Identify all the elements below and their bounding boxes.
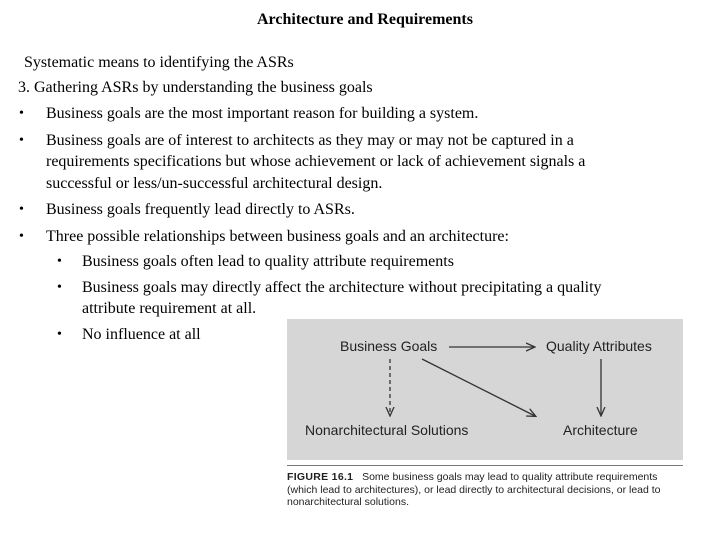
bullet-marker: •: [19, 133, 24, 148]
sub-bullet-marker: •: [57, 254, 62, 269]
bullet-marker: •: [19, 202, 24, 217]
node-quality-attributes: Quality Attributes: [546, 338, 652, 354]
caption-line: Some business goals may lead to quality attribute requirements: [362, 471, 658, 483]
node-business-goals: Business Goals: [340, 338, 438, 354]
bullet-marker: •: [19, 229, 24, 244]
caption-line: nonarchitectural solutions.: [287, 496, 409, 508]
figure-diagram: [287, 319, 683, 460]
bullet-item-continued: requirements specifications but whose achievement or lack of achievement signals a: [46, 153, 586, 170]
bullet-item: Business goals frequently lead directly to ASRs.: [46, 201, 355, 218]
bullet-marker: •: [19, 106, 24, 121]
sub-bullet-marker: •: [57, 327, 62, 342]
node-nonarchitectural-solutions: Nonarchitectural Solutions: [305, 422, 469, 438]
bullet-item: Three possible relationships between business goals and an architecture:: [46, 228, 509, 245]
slide-title: Architecture and Requirements: [257, 11, 473, 28]
bullet-item: Business goals are of interest to architects as they may or may not be captured in a: [46, 132, 574, 149]
bullet-item-continued: successful or less/un-successful architectural design.: [46, 175, 383, 192]
intro-line: Systematic means to identifying the ASRs: [24, 54, 294, 71]
bullet-item: Business goals are the most important reason for building a system.: [46, 105, 479, 122]
arrow-goals-to-architecture: [422, 359, 535, 416]
caption-label: FIGURE 16.1: [287, 471, 354, 483]
node-architecture: Architecture: [563, 422, 638, 438]
sub-bullet-item: Business goals may directly affect the architecture without precipitating a quality: [82, 279, 602, 296]
sub-bullet-item: No influence at all: [82, 326, 201, 343]
caption-line: (which lead to architectures), or lead directly to architectural decisions, or lead to: [287, 483, 661, 496]
sub-bullet-item-continued: attribute requirement at all.: [82, 300, 257, 317]
figure-divider: [287, 465, 683, 466]
figure-caption: [287, 471, 683, 509]
sub-bullet-item: Business goals often lead to quality attribute requirements: [82, 253, 454, 270]
section-heading: 3. Gathering ASRs by understanding the business goals: [18, 79, 373, 96]
sub-bullet-marker: •: [57, 280, 62, 295]
